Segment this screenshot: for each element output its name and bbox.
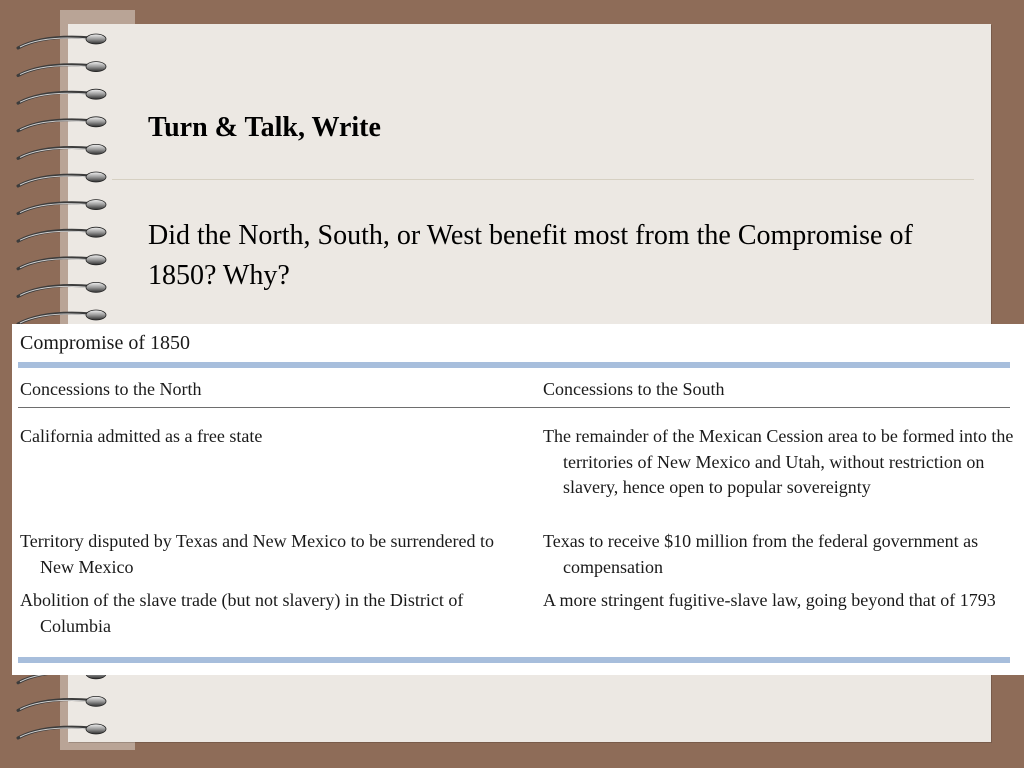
binding-ring-hole xyxy=(86,62,106,72)
binding-ring-hole xyxy=(86,310,106,320)
table-header-rule xyxy=(18,407,1010,408)
table-heading: Compromise of 1850 xyxy=(20,332,190,354)
compromise-table xyxy=(12,324,1024,675)
table-top-rule xyxy=(18,362,1010,368)
binding-ring-hole xyxy=(86,227,106,237)
table-cell-south-1: The remainder of the Mexican Cession area to be formed into the territories of New Mexico and Utah, without restriction on slavery, hence open to popular sovereignty xyxy=(543,426,1014,497)
binding-ring-hole xyxy=(86,724,106,734)
binding-ring-hole xyxy=(86,89,106,99)
binding-ring-hole xyxy=(86,282,106,292)
table-bottom-rule xyxy=(18,657,1010,663)
slide-title: Turn & Talk, Write xyxy=(148,112,381,143)
table-cell-north-3: Abolition of the slave trade (but not slavery) in the District of Columbia xyxy=(20,590,464,636)
table-cell-south-3: A more stringent fugitive-slave law, going beyond that of 1793 xyxy=(543,590,996,610)
table-cell-north-1: California admitted as a free state xyxy=(20,426,263,446)
binding-ring-hole xyxy=(86,144,106,154)
binding-ring-hole xyxy=(86,117,106,127)
binding-ring-hole xyxy=(86,696,106,706)
binding-ring-hole xyxy=(86,34,106,44)
binding-ring-hole xyxy=(86,172,106,182)
binding-ring-hole xyxy=(86,200,106,210)
discussion-question: Did the North, South, or West benefit most from the Compromise of 1850? Why? xyxy=(148,220,913,291)
column-header-south: Concessions to the South xyxy=(543,379,725,399)
table-cell-south-2: Texas to receive $10 million from the federal government as compensation xyxy=(543,531,979,577)
table-cell-north-2: Territory disputed by Texas and New Mexico to be surrendered to New Mexico xyxy=(20,531,495,577)
title-divider xyxy=(112,179,974,180)
binding-ring-hole xyxy=(86,255,106,265)
column-header-north: Concessions to the North xyxy=(20,379,202,399)
